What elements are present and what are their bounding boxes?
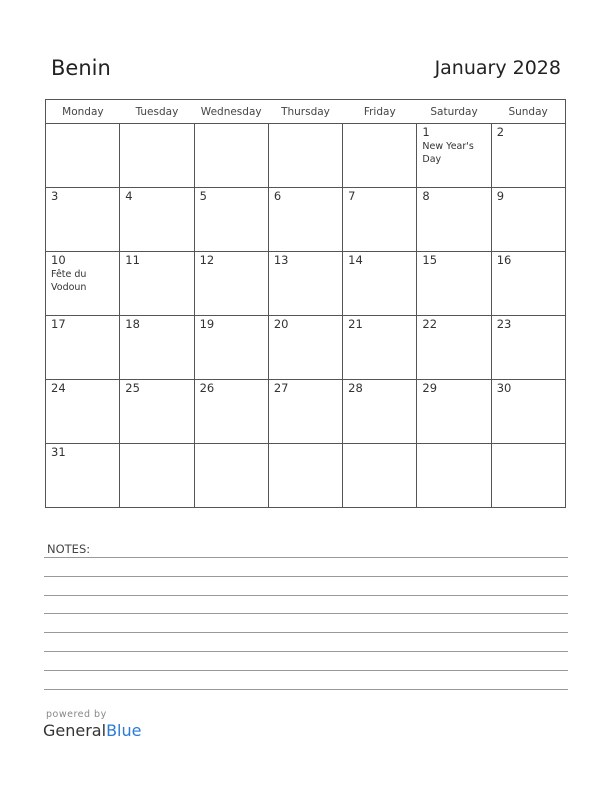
- holiday-label: Fête du Vodoun: [51, 269, 87, 293]
- day-number: 14: [348, 253, 363, 267]
- brand-logo-part1: General: [43, 721, 107, 740]
- day-number: 25: [125, 381, 140, 395]
- day-cell: [343, 380, 417, 444]
- weekday-header: Sunday: [491, 100, 565, 124]
- note-line: [44, 689, 568, 690]
- day-cell: [120, 316, 194, 380]
- day-cell: [491, 188, 565, 252]
- day-number: 17: [51, 317, 66, 331]
- day-cell: [343, 444, 417, 508]
- day-cell: [268, 380, 342, 444]
- day-number: 29: [422, 381, 438, 395]
- day-cell: [268, 316, 342, 380]
- day-number: 19: [199, 317, 215, 331]
- day-number: 5: [199, 189, 207, 203]
- week-row: [46, 252, 566, 316]
- day-cell: [491, 444, 565, 508]
- day-number: 3: [51, 189, 59, 203]
- weekday-header: Friday: [343, 100, 417, 124]
- week-row: [46, 444, 566, 508]
- day-cell: [417, 124, 491, 188]
- week-row: [46, 316, 566, 380]
- day-number: 6: [273, 189, 282, 203]
- day-cell: [194, 316, 268, 380]
- day-cell: [194, 188, 268, 252]
- day-cell: [46, 380, 120, 444]
- day-number: 31: [51, 445, 66, 459]
- day-number: 27: [273, 381, 289, 395]
- day-cell: [120, 124, 194, 188]
- day-cell: [194, 252, 268, 316]
- day-cell: [120, 252, 194, 316]
- day-cell: [343, 252, 417, 316]
- note-line: [44, 557, 568, 558]
- day-cell: [417, 444, 491, 508]
- weekday-header: Wednesday: [194, 100, 268, 124]
- note-line: [44, 576, 568, 577]
- day-cell: [417, 316, 491, 380]
- day-number: 10: [51, 253, 66, 267]
- notes-label: NOTES:: [47, 542, 91, 556]
- day-number: 13: [273, 253, 289, 267]
- weekday-header: Monday: [46, 100, 120, 124]
- weekday-header-row: [46, 100, 566, 124]
- day-number: 9: [496, 189, 505, 203]
- day-number: 11: [125, 253, 140, 267]
- day-number: 2: [496, 125, 505, 139]
- day-cell: [194, 380, 268, 444]
- day-cell: [46, 124, 120, 188]
- note-line: [44, 595, 568, 596]
- day-number: 8: [422, 189, 430, 203]
- day-number: 23: [496, 317, 512, 331]
- day-number: 4: [125, 189, 133, 203]
- day-cell: [46, 316, 120, 380]
- day-cell: [46, 188, 120, 252]
- day-cell: [417, 380, 491, 444]
- day-cell: [120, 444, 194, 508]
- day-cell: [491, 124, 565, 188]
- note-line: [44, 651, 568, 652]
- calendar-grid: [45, 99, 566, 508]
- day-number: 15: [422, 253, 438, 267]
- weekday-header: Tuesday: [120, 100, 194, 124]
- day-number: 24: [51, 381, 66, 395]
- day-cell: [343, 316, 417, 380]
- month-title: January 2028: [434, 57, 561, 79]
- powered-by-text: powered by: [46, 709, 107, 720]
- day-cell: [343, 188, 417, 252]
- day-cell: [46, 444, 120, 508]
- day-number: 12: [199, 253, 215, 267]
- brand-logo-part2: Blue: [106, 721, 142, 740]
- day-number: 30: [496, 381, 512, 395]
- note-line: [44, 613, 568, 614]
- brand-logo: [43, 721, 141, 740]
- week-row: [46, 380, 566, 444]
- note-line: [44, 632, 568, 633]
- day-cell: [194, 444, 268, 508]
- day-cell: [120, 380, 194, 444]
- day-cell: [417, 188, 491, 252]
- day-number: 26: [199, 381, 215, 395]
- weekday-header: Thursday: [268, 100, 342, 124]
- week-row: [46, 124, 566, 188]
- week-row: [46, 188, 566, 252]
- country-title: Benin: [51, 56, 111, 80]
- day-number: 20: [273, 317, 289, 331]
- day-number: 7: [348, 189, 356, 203]
- weekday-header: Saturday: [417, 100, 491, 124]
- day-cell: [268, 124, 342, 188]
- day-number: 16: [496, 253, 512, 267]
- day-cell: [268, 252, 342, 316]
- day-cell: [491, 252, 565, 316]
- day-number: 22: [422, 317, 438, 331]
- holiday-label: New Year's Day: [422, 141, 474, 165]
- day-number: 28: [348, 381, 363, 395]
- note-line: [44, 670, 568, 671]
- day-cell: [46, 252, 120, 316]
- day-number: 18: [125, 317, 140, 331]
- day-cell: [194, 124, 268, 188]
- day-cell: [268, 188, 342, 252]
- day-cell: [417, 252, 491, 316]
- day-cell: [343, 124, 417, 188]
- day-cell: [268, 444, 342, 508]
- day-cell: [491, 316, 565, 380]
- day-number: 21: [348, 317, 363, 331]
- day-number: 1: [422, 125, 430, 139]
- day-cell: [120, 188, 194, 252]
- day-cell: [491, 380, 565, 444]
